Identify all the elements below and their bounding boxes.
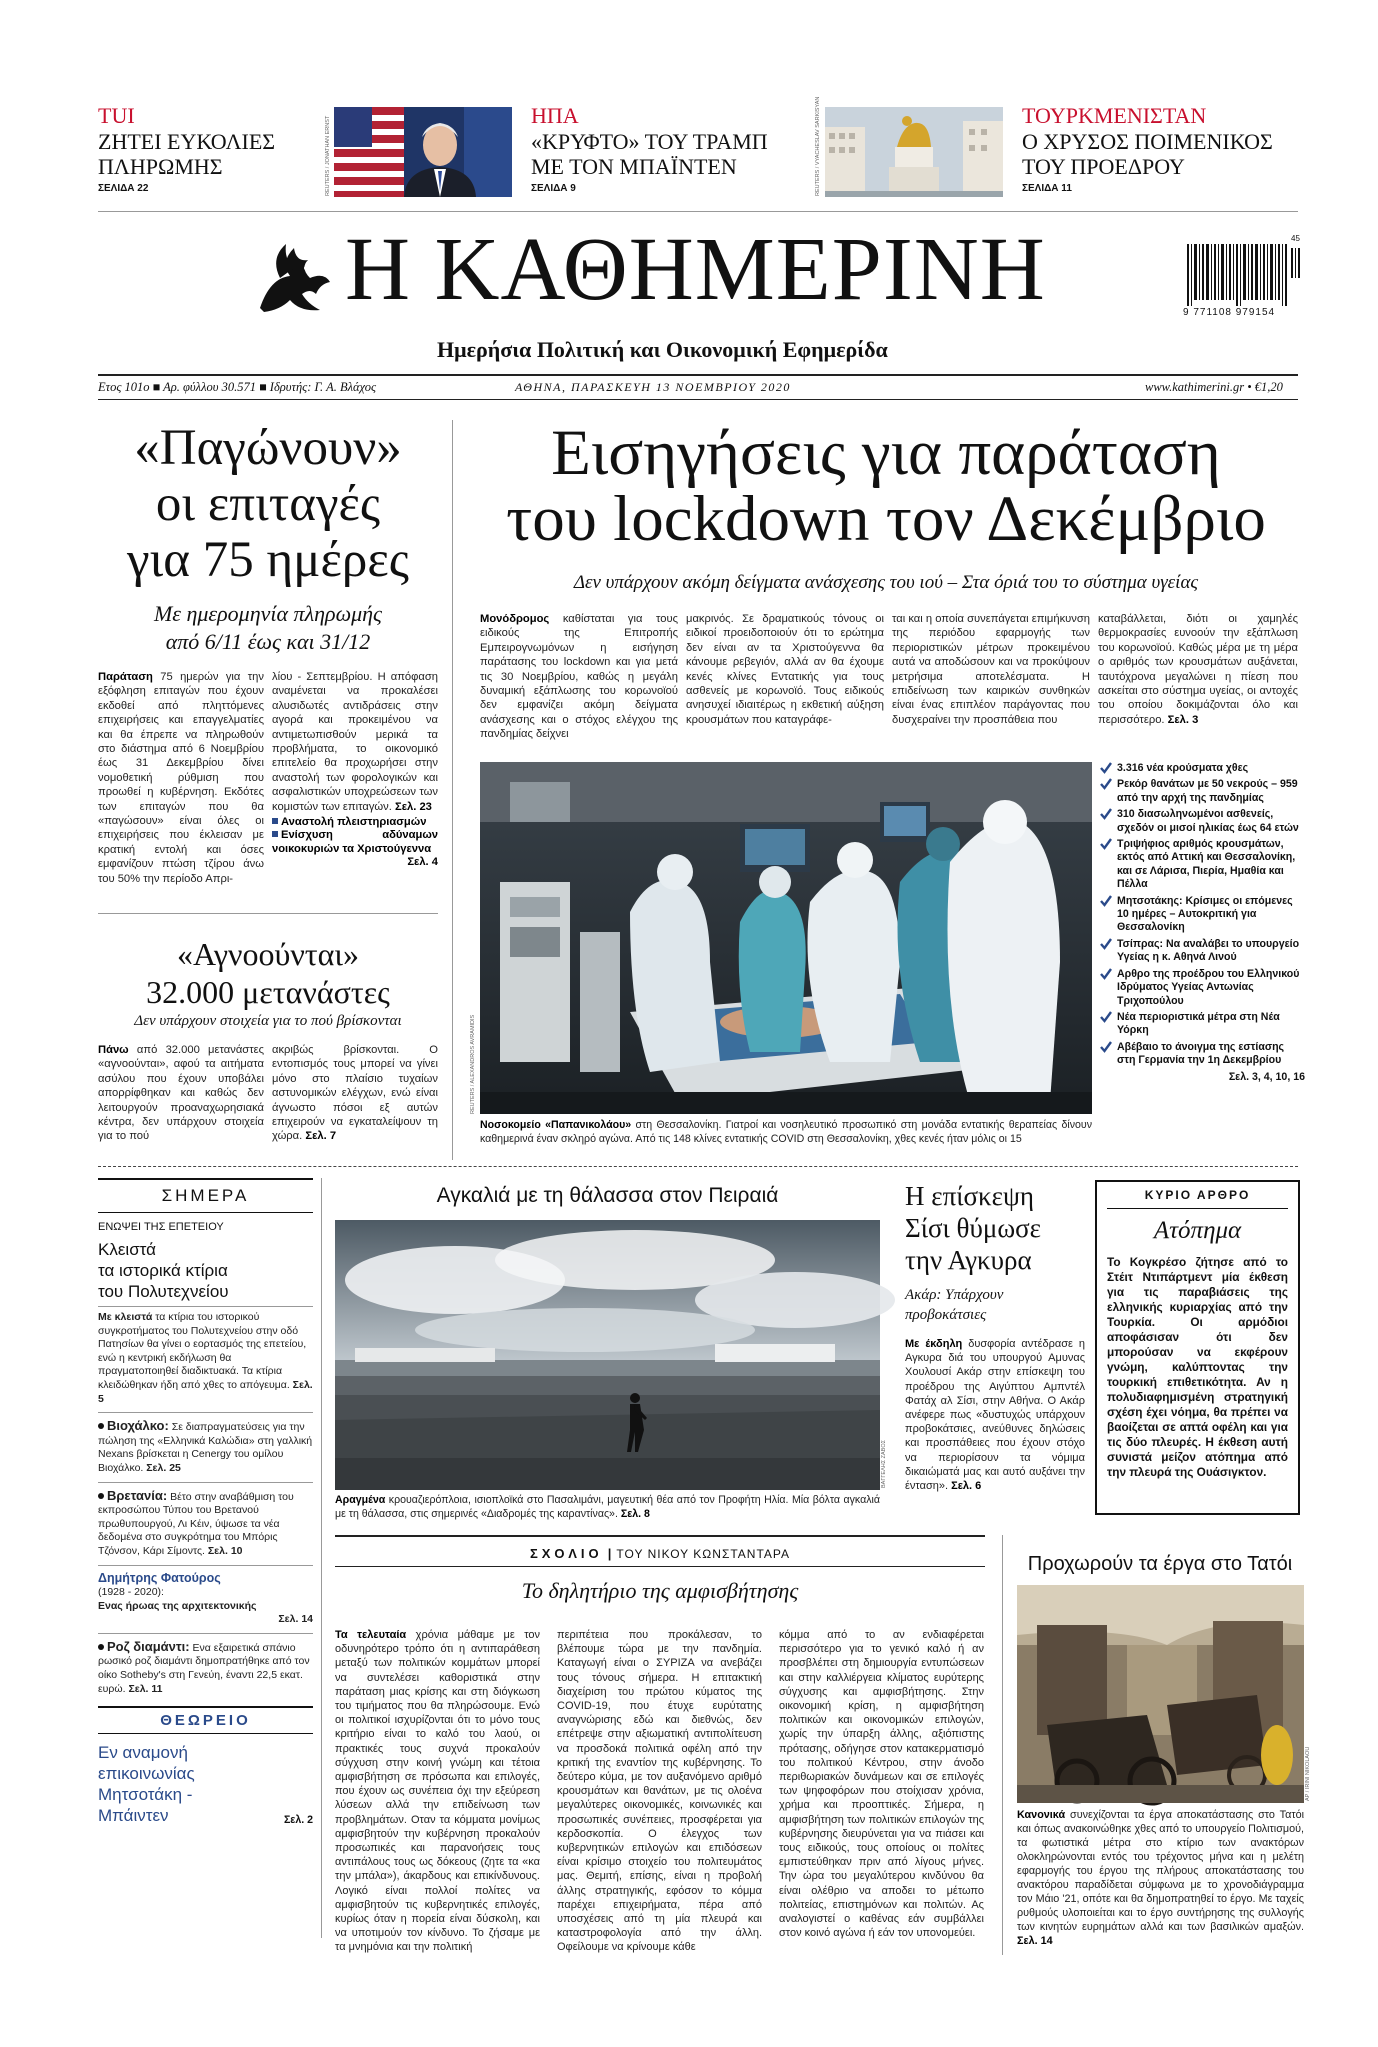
barcode-addon: 45: [1291, 234, 1300, 243]
key-point-text: Ρεκόρ θανάτων με 50 νεκρούς – 959 από την αρχή της πανδημίας: [1117, 778, 1298, 804]
teaser-page: ΣΕΛΙΔΑ 11: [1022, 183, 1072, 194]
key-point-text: Αβέβαιο το άνοιγμα της εστίασης στη Γερμανία την 1η Δεκεμβρίου: [1117, 1040, 1285, 1067]
today-item: Βρετανία: Βέτο στην αναβάθμιση του εκπροσώπου Τύπου του Βρετανού πρωθυπουργού, Λι Κέιν, ύψωσε τα νέα δεδομένα στο συγκρότημα του Μπόρις Τζόνσον, Κάρι Σίμοντς. Σελ. 10: [98, 1487, 294, 1557]
checkmark-icon: [1100, 1041, 1112, 1053]
story-column: λίου - Σεπτεμβρίου. Η απόφαση αναμένεται να προκαλέσει αλυσιδωτές αντιδράσεις στην αγορά και προκειμένου να αντιμετωπισθούν μερικά τα προβλήματα, το οικονομικό επιτελείο θα προχωρήσει στην αναστολή των φορολογικών και ασφαλιστικών υποχρεώσεων των κομιστών των επιταγών. Σελ. 23 Αναστολή πλειστηριασμών Ενίσχυση αδύναμων νοικοκυριών τα Χριστούγεννα Σελ. 4: [272, 671, 438, 869]
key-point-text: Αρθρο της προέδρου του Ελληνικού Ιδρύματος Υγείας Αντωνίας Τριχοπούλου: [1117, 967, 1300, 1007]
divider: [452, 420, 453, 1160]
main-subheadline: Δεν υπάρχουν ακόμη δείγματα ανάσχεσης του ιού – Στα όριά του το σύστημα υγείας: [573, 572, 1199, 593]
key-point-item: [1100, 1011, 1305, 1038]
divider: [98, 913, 438, 914]
migrants-subheadline: Δεν υπάρχουν στοιχεία για το πού βρίσκονται: [134, 1013, 402, 1029]
comment-column: Τα τελευταία χρόνια μάθαμε με τον οδυνηρότερο τρόπο ότι η αντιπαράθεση μεταξύ των πολιτικών κομμάτων μπορεί να συντελέσει καθοριστικά στην παράταση μιας κρίσης και στη διόγκωση του τιμήματος που θα πληρώσουμε. Ενώ οι πολιτικοί ισχυρίζονται ότι το μόνο τους κριτήριο είναι το καλό του λαού, οι πρακτικές τους συχνά προκαλούν σύγχυση στην κοινή γνώμη και τέτοια αμφισβήτηση σε πρόσωπα και επιλογές, που έχουν ως συνέπεια όχι την εξεύρεση λύσεων αλλά την επιδείνωση των προβλημάτων. Οταν τα κόμματα μονίμως αμφισβητούν την κυβέρνηση προκαλούν προσωπικές και παρανοήσεις τους αντιπάλους τους ως δόκεους (ζητε τα «κα την μπάλα»), άκαρδους και επικίνδυνους. Λογικό είναι πολλοί πολίτες να αμφισβητούν τις κυβερνητικές επιλογές, κυρίως όταν η πορεία είναι δύσκολη, και να υποτιμούν τον κίνδυνο. Το ζήσαμε με τα μνημόνια και την πολιτική: [335, 1629, 540, 1954]
story-column: ακριβώς βρίσκονται. Ο εντοπισμός τους μπορεί να γίνει μόνο στο πλαίσιο τυχαίων αστυνομικών ελέγχων, ενώ είναι άγνωστο πόσοι εξ αυτών επιχειρούν να εγκαταλείψουν τη χώρα. Σελ. 7: [272, 1044, 438, 1143]
main-column: Μονόδρομος καθίσταται για τους ειδικούς της Επιτροπής Εμπειρογνωμόνων η εισήγηση παράτασης του lockdown και για μετά τις 30 Νοεμβρίου, καθώς η μεγάλη δυναμική εξάπλωσης του κορωνοϊού δεν εμφανίζει ακόμη δείγματα ανάσχεσης και ο στόχος ελέγχου της πανδημίας δείχνει: [480, 613, 678, 741]
teaser-headline: «ΚΡΥΦΤΟ» ΤΟΥ ΤΡΑΜΠ ΜΕ ΤΟΝ ΜΠΑΪΝΤΕΝ: [531, 129, 768, 179]
checkmark-icon: [1100, 1011, 1112, 1023]
today-section: ΕΝΩΨΕΙ ΤΗΣ ΕΠΕΤΕΙΟΥ: [98, 1221, 224, 1233]
issue-date: ΑΘΗΝΑ, ΠΑΡΑΣΚΕΥΗ 13 ΝΟΕΜΒΡΙΟΥ 2020: [515, 380, 791, 394]
editorial-box: [1095, 1180, 1300, 1515]
sisi-subheadline: Ακάρ: Υπάρχουν προβοκάτσιες: [905, 1287, 1004, 1323]
sisi-text: Με έκδηλη δυσφορία αντέδρασε η Αγκυρα διά του υπουργού Αμυνας Χουλουσί Ακάρ στην επίσκεψη του προέδρου της Αιγύπτου Αμπντέλ Φατάχ αλ Σίσι, στην Αθήνα. Ο Ακάρ ανέφερε πως «δυστυχώς υπάρχουν προβοκάτσιες, ανεύθυνες δηλώσεις και προσπάθειες που έχουν στόχο να περιορίσουν τα νόμιμα δικαιώματά μας και αυτό αυξάνει την ένταση». Σελ. 6: [905, 1338, 1085, 1493]
divider: [98, 1178, 313, 1180]
teaser-turkmenistan[interactable]: [1022, 103, 1302, 194]
teaser-usa[interactable]: [531, 103, 781, 194]
icu-photo: [480, 762, 1092, 1114]
key-point-item: [1100, 968, 1305, 1008]
key-points-list: [1100, 762, 1305, 1083]
key-point-text: Μητσοτάκης: Κρίσιμες οι επόμενες 10 ημέρες – Αυτοκριτική για Θεσσαλονίκη: [1117, 894, 1293, 934]
key-point-text: 3.316 νέα κρούσματα χθες: [1117, 762, 1249, 774]
divider: [335, 1535, 985, 1537]
key-point-item: [1100, 1041, 1305, 1068]
photo-credit: REUTERS / ALEXANDROS AVRAMIDIS: [470, 1014, 476, 1114]
tatoi-text: Κανονικά συνεχίζονται τα έργα αποκατάστασης στο Τατόι και όπως ανακοινώθηκε χθες από το υπουργείο Πολιτισμού, τα φωτιστικά μέτρα στο κτίριο των ανακτόρων ολοκληρώνονται εντός του τρέχοντος μήνα και η μελέτη εφαρμογής του έργου της πλήρους αποκατάστασης του ανακτόρου παραδίδεται σύμφωνα με το χρονοδιάγραμμα τον Μάιο '21, οπότε και θα δημοπρατηθεί το έργο. Με ταχείς ρυθμούς υλοποιείται και το έργο συντήρησης της συλλογής των κινητών ευρημάτων αλλά και των βασιλικών αμαξών. Σελ. 14: [1017, 1809, 1304, 1947]
turkmenistan-statue-photo: [825, 107, 1003, 197]
masthead-subtitle: Ημερήσια Πολιτική και Οικονομική Εφημερίδα: [437, 337, 888, 362]
sisi-headline: Η επίσκεψη Σίσι θύμωσε την Αγκυρα: [905, 1181, 1041, 1275]
editorial-label: ΚΥΡΙΟ ΑΡΘΡΟ: [1107, 1182, 1288, 1209]
teaser-tui[interactable]: [98, 103, 318, 194]
piraeus-photo: [335, 1220, 880, 1490]
story-headline: «Παγώνουν» οι επιταγές για 75 ημέρες: [127, 420, 409, 588]
teaser-kicker: TUI: [98, 103, 135, 128]
divider: [98, 1166, 1298, 1167]
key-point-text: Τριψήφιος αριθμός κρουσμάτων, εκτός από Αττική και Θεσσαλονίκη, και σε Λάρισα, Πιερία, Ημαθία και Πέλλα: [1117, 838, 1296, 891]
checkmark-icon: [1100, 778, 1112, 790]
photo-credit: AP / IRINI NIKOLAOU: [1305, 1746, 1311, 1801]
main-headline: Εισηγήσεις για παράταση του lockdown τον Δεκέμβριο: [506, 417, 1266, 555]
issue-info: Ετος 101ο ■ Αρ. φύλλου 30.571 ■ Ιδρυτής: Γ. Α. Βλάχος: [98, 380, 377, 394]
editorial-text: Το Κογκρέσο ζήτησε από το Στέιτ Ντιπάρτμεντ μία έκθεση για τις παραβιάσεις της ελληνικής κυριαρχίας από την Τουρκία. Οι αρμόδιοι αποφάσισαν ότι δεν μπορούσαν να εκφέρουν γνώμη, καλύπτοντας την τουρκική επιθετικότητα. Αν η πολυδιαφημισμένη στρατηγική σχέση έχει νόημα, θα πρέπει να βαοίζεται σε απτά οφέλη και για τις δύο πλευρές. Η έκθεση αυτή συνιστά μείζον ατόπημα από την πλευρά της Ουάσιγκτον.: [1107, 1255, 1288, 1479]
comment-title: Το δηλητήριο της αμφισβήτησης: [521, 1578, 799, 1603]
checkmark-icon: [1100, 895, 1112, 907]
story-subheadline: Με ημερομηνία πληρωμής από 6/11 έως και 31/12: [153, 601, 382, 654]
today-item: Ροζ διαμάντι: Ενα εξαιρετικά σπάνιο ρωσικό ροζ διαμάντι δημοπρατήθηκε από τον οίκο Sotheby's στη Γενεύη, έναντι 22,5 εκατ. ευρώ. Σελ. 11: [98, 1638, 310, 1695]
today-item: Βιοχάλκο: Σε διαπραγματεύσεις για την πώληση της «Ελληνικά Καλώδια» στη γαλλική Nexans βρίσκεται η Cenergy του ομίλου Βιοχάλκο. Σελ. 25: [98, 1418, 313, 1474]
barcode-number: 9 771108 979154: [1183, 307, 1276, 318]
migrants-headline: «Αγνοούνται» 32.000 μετανάστες: [146, 936, 390, 1010]
teaser-kicker: ΗΠΑ: [531, 103, 579, 128]
teaser-kicker: ΤΟΥΡΚΜΕΝΙΣΤΑΝ: [1022, 103, 1207, 128]
teaser-headline: ΖΗΤΕΙ ΕΥΚΟΛΙΕΣ ΠΛΗΡΩΜΗΣ: [98, 129, 276, 179]
checkmark-icon: [1100, 838, 1112, 850]
today-item: Με κλειστά τα κτίρια του ιστορικού συγκροτήματος του Πολυτεχνείου στην οδό Πατησίων θα γίνει ο εορτασμός της επετείου, ενώ η κεντρική εκδήλωση θα πραγματοποιηθεί διαδικτυακά. Τα κτίρια κλειδώθηκαν ήδη από χθες το απόγευμα. Σελ. 5: [98, 1311, 313, 1405]
piraeus-title: Αγκαλιά με τη θάλασσα στον Πειραιά: [436, 1184, 779, 1207]
main-column: ται και η οποία συνεπάγεται επιμήκυνση της περιόδου εφαρμογής των περιοριστικών μέτρων προκειμένου αυτά να αποδώσουν και να προκύψουν μετρήσιμα αποτελέσματα. Η επιδείνωση των καιρικών συνθηκών είναι ένας επιπλέον παράγοντας που δυσχεραίνει την προσπάθεια που: [892, 613, 1090, 726]
photo-credit: REUTERS / VYACHESLAV SARKISYAN: [815, 96, 821, 196]
barcode: [1183, 234, 1303, 320]
photo-credit: ΒΑΓΓΕΛΗΣ ΖΑΒΟΣ: [881, 1439, 887, 1488]
key-point-item: [1100, 895, 1305, 935]
divider: [98, 211, 1298, 212]
checkmark-icon: [1100, 968, 1112, 980]
key-point-item: [1100, 838, 1305, 892]
website-price: www.kathimerini.gr • €1,20: [1145, 380, 1283, 394]
comment-header: ΣΧΟΛΙΟ | ΤΟΥ ΝΙΚΟΥ ΚΩΝΣΤΑΝΤΑΡΑ: [529, 1546, 791, 1561]
key-point-item: [1100, 762, 1305, 775]
today-item: Δημήτρης Φατούρος (1928 - 2020): Ενας ήρωας της αρχιτεκτονικής Σελ. 14: [98, 1570, 313, 1626]
checkmark-icon: [1100, 938, 1112, 950]
main-column: μακρινός. Σε δραματικούς τόνους οι ειδικοί προειδοποιούν ότι το ερώτημα δεν είναι αν τα Χριστούγεννα θα κάνουμε ρεβεγιόν, αλλά αν θα έχουμε κενές κλίνες Εντατικής για τους ασθενείς με κορωνοϊό. Τους ειδικούς ανησυχεί ιδιαιτέρως η εκθετική αύξηση κρουσμάτων που καταγράφε-: [686, 613, 884, 726]
key-point-text: Τσίπρας: Να αναλάβει το υπουργείο Υγείας η κ. Αθηνά Λινού: [1117, 937, 1300, 964]
divider: [321, 1178, 322, 1938]
key-point-item: [1100, 778, 1305, 805]
comment-column: κόμμα από το αν ενδιαφέρεται περισσότερο για το γενικό καλό ή αν προσβλέπει στη δημιουργία εντυπώσεων και στην καλλιέργεια κλίματος ευρύτερης σύγχυσης και αμφισβήτησης. Στην οικονομική κρίση, η αμφισβήτηση πολιτικών και οικονομικών επιλογών, χωρίς την ύπαρξη άλλης, αξιόπιστης πρότασης, οδήγησε στον κατακερματισμό του πολιτικού Κέντρου, στην άνοδο περιθωριακών δυνάμεων και σε επιλογές των ψηφοφόρων που στοίχισαν χρόνια, χρήμα και προοπτικές. Σήμερα, η αμφισβήτηση των πολιτικών επιλογών της κυβέρνησης διευρύνεται για να πιάσει και τους ειδικούς, τους οποίους οι πολίτες εμπιστεύθηκαν πριν από λίγους μήνες. Την ώρα του μεγαλύτερου κινδύνου θα είναι ολέθριο να αποδει το μέτωπο πολιτείας, επιστημόνων και πολιτών. Ας αναλογιστεί ο καθένας εάν συμβάλλει στον κοινό αγώνα ή εάν τον υπονομεύει.: [779, 1629, 984, 1940]
teaser-headline: Ο ΧΡΥΣΟΣ ΠΟΙΜΕΝΙΚΟΣ ΤΟΥ ΠΡΟΕΔΡΟΥ: [1022, 129, 1273, 179]
story-column: Παράταση 75 ημερών για την εξόφληση επιταγών που έχουν εκδοθεί από πληττόμενες επιχειρήσεις και επαγγελματίες και θα έπρεπε να πληρωθούν στο διάστημα από 6 Νοεμβρίου έως 31 Δεκεμβρίου δίνει νομοθετική ρύθμιση που προωθεί η κυβέρνηση. Εκδότες των επιταγών που θα «παγώσουν» είναι όλες οι επιχειρήσεις που έκλεισαν με κρατική εντολή και όσες εμφανίζουν πτώση τζίρου άνω του 50% την περίοδο Απρι-: [98, 671, 264, 885]
teaser-page: ΣΕΛΙΔΑ 9: [531, 183, 576, 194]
today-sidebar: [98, 1178, 313, 1826]
theorio-header: ΘΕΩΡΕΙΟ: [160, 1712, 251, 1730]
divider: [335, 1566, 985, 1567]
teaser-page: ΣΕΛΙΔΑ 22: [98, 183, 149, 194]
key-points-page: Σελ. 3, 4, 10, 16: [1228, 1070, 1305, 1083]
masthead-title: Η ΚΑΘΗΜΕΡΙΝΗ: [345, 220, 1046, 319]
story-column: Πάνω από 32.000 μετανάστες «αγνοούνται», αφού τα αιτήματα ασύλου που έχουν υποβάλει απορρίφθηκαν και καθώς δεν λειτουργούν προαναχωρησιακά κέντρα, δεν υπάρχουν στοιχεία για το πού: [98, 1044, 264, 1143]
photo-caption: Νοσοκομείο «Παπανικολάου» στη Θεσσαλονίκη. Γιατροί και νοσηλευτικό προσωπικό στη μονάδα εντατικής θεραπείας δίνουν καθημερινά έναν σκληρό αγώνα. Από τις 148 κλίνες εντατικής COVID στη Θεσσαλονίκη, χθες κενές ήταν μόλις οι 15: [480, 1119, 1093, 1145]
today-header: ΣΗΜΕΡΑ: [161, 1186, 250, 1205]
griffin-logo: [250, 238, 338, 318]
key-point-text: 310 διασωληνωμένοι ασθενείς, σχεδόν οι μισοί ηλικίας έως 64 ετών: [1117, 808, 1299, 834]
editorial-title: Ατόπημα: [1153, 1217, 1242, 1244]
tatoi-photo: [1017, 1585, 1304, 1803]
comment-column: περιπέτεια που προκάλεσαν, το βλέπουμε τώρα με την πανδημία. Καταγωγή είναι ο ΣΥΡΙΖΑ να ανεβάζει τους τόνους σήμερα. Η επιτακτική διαχείριση του πρώτου κύματος της COVID-19, που έτυχε ευρύτατης αναγνώρισης εδώ και διεθνώς, δεν επέτρεψε στην αξιωματική αντιπολίτευση να προσδοκά πολιτικά οφέλη από την κριτική της εναντίον της κυβέρνησης. Το δεύτερο κύμα, με τον αυξανόμενο αριθμό κρουσμάτων και θανάτων, με τις ολοένα μεγαλύτερες οικονομικές, κοινωνικές και προσωπικές συνέπειες, προσφέρεται για κερδοσκοπία. Ο έλεγχος των κυβερνητικών επιλογών και επιδόσεων είναι κρίσιμο στοιχείο του πολιτευμάτος μας. Θεμιτή, επίσης, είναι η προβολή άλλης στρατηγικής, εφόσον το κόμμα παρέχει επιχειρήματα, πέρα από υποσχέσεις από τη μία πλευρά και καταστροφολογία από την άλλη. Οφείλουμε να κρίνουμε κάθε: [557, 1629, 762, 1954]
theorio-headline: Εν αναμονή επικοινωνίας Μητσοτάκη - Μπάιντεν: [98, 1743, 195, 1826]
divider: [1002, 1535, 1003, 1955]
key-point-item: [1100, 938, 1305, 965]
key-point-item: [1100, 808, 1305, 835]
photo-credit: REUTERS / JONATHAN ERNST: [325, 115, 331, 196]
divider: [98, 374, 1298, 376]
key-point-text: Νέα περιοριστικά μέτρα στη Νέα Υόρκη: [1117, 1010, 1280, 1037]
checkmark-icon: [1100, 808, 1112, 820]
theorio-page: Σελ. 2: [283, 1814, 313, 1827]
biden-photo: [334, 107, 512, 197]
checkmark-icon: [1100, 762, 1112, 774]
today-headline: Κλειστά τα ιστορικά κτίρια του Πολυτεχνείου: [98, 1240, 229, 1301]
main-column: καταβάλλεται, διότι οι χαμηλές θερμοκρασίες ευνοούν την εξάπλωση του κορωνοϊού. Καθώς μέρα με τη μέρα ο αριθμός των κρουσμάτων αυξάνεται, ταυτόχρονα μεγαλώνει η πίεση που ασκείται στο σύστημα υγείας, οι αντοχές του οποίου δοκιμάζονται όλο και περισσότερο. Σελ. 3: [1098, 613, 1298, 726]
photo-caption: Αραγμένα κρουαζιερόπλοια, ισιοπλοϊκά στο Πασαλιμάνι, μαγευτική θέα από τον Προφήτη Ηλία. Μία βόλτα αγκαλιά με τη θάλασσα, στις σημερινές «Διαδρομές της καραντίνας». Σελ. 8: [335, 1494, 880, 1520]
divider: [98, 399, 1298, 400]
tatoi-title: Προχωρούν τα έργα στο Τατόι: [1027, 1553, 1293, 1575]
